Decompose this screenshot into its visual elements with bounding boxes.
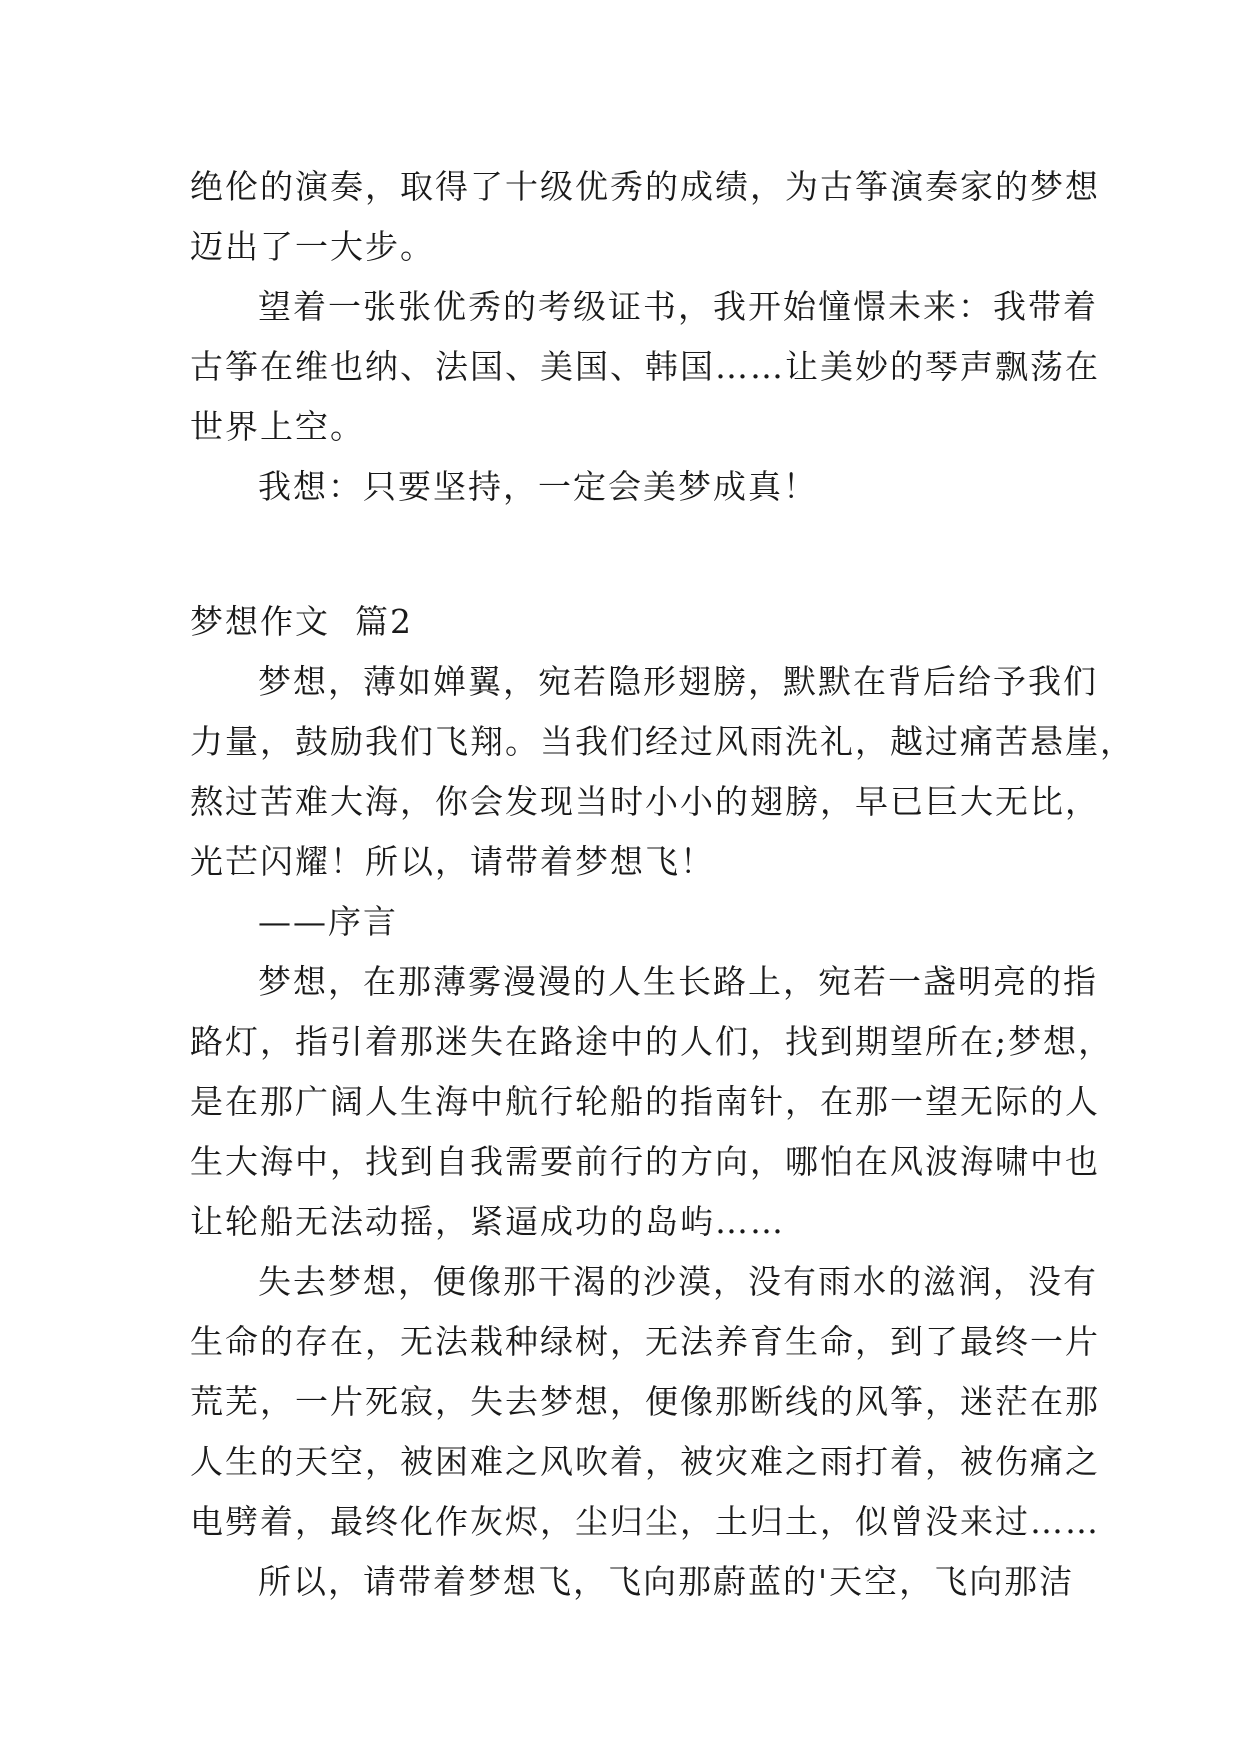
paragraph-continuation — [190, 157, 1100, 277]
paragraph-fly — [190, 1552, 1075, 1612]
text-line: 人生的天空，被困难之风吹着，被灾难之雨打着，被伤痛之 — [190, 1442, 1100, 1481]
text-line: 古筝在维也纳、法国、美国、韩国……让美妙的琴声飘荡在 — [190, 347, 1100, 386]
text-line: 力量，鼓励我们飞翔。当我们经过风雨洗礼，越过痛苦悬崖， — [190, 722, 1135, 761]
text-line: 世界上空。 — [190, 407, 365, 446]
paragraph-lamp — [190, 952, 1114, 1252]
text-line: 路灯，指引着那迷失在路途中的人们，找到期望所在;梦想， — [190, 1022, 1114, 1061]
section-gap — [190, 517, 1060, 592]
text-line: 是在那广阔人生海中航行轮船的指南针，在那一望无际的人 — [190, 1082, 1100, 1121]
text-line: 熬过苦难大海，你会发现当时小小的翅膀，早已巨大无比， — [190, 782, 1100, 821]
paragraph-loss — [190, 1252, 1100, 1552]
text-line: 梦想，在那薄雾漫漫的人生长路上，宛若一盏明亮的指 — [258, 962, 1098, 1001]
text-line: 望着一张张优秀的考级证书，我开始憧憬未来：我带着 — [258, 287, 1098, 326]
preface-label: ——序言 — [258, 902, 398, 941]
text-line: 生命的存在，无法栽种绿树，无法养育生命，到了最终一片 — [190, 1322, 1100, 1361]
text-line: 迈出了一大步。 — [190, 227, 435, 266]
text-line: 光芒闪耀！所以，请带着梦想飞！ — [190, 842, 715, 881]
paragraph-persist — [190, 457, 1060, 517]
text-line: 让轮船无法动摇，紧逼成功的岛屿…… — [190, 1202, 785, 1241]
text-line: 绝伦的演奏，取得了十级优秀的成绩，为古筝演奏家的梦想 — [190, 167, 1100, 206]
paragraph-certificates — [190, 277, 1100, 457]
paragraph-preface — [190, 652, 1135, 892]
text-line: 失去梦想，便像那干渴的沙漠，没有雨水的滋润，没有 — [258, 1262, 1098, 1301]
text-line: 荒芜，一片死寂，失去梦想，便像那断线的风筝，迷茫在那 — [190, 1382, 1100, 1421]
text-line: 生大海中，找到自我需要前行的方向，哪怕在风波海啸中也 — [190, 1142, 1100, 1181]
text-line: 所以，请带着梦想飞，飞向那蔚蓝的'天空，飞向那洁 — [258, 1562, 1075, 1601]
text-line: 电劈着，最终化作灰烬，尘归尘，土归土，似曾没来过…… — [190, 1502, 1100, 1541]
section-title: 梦想作文 篇2 — [190, 602, 413, 641]
text-line: 我想：只要坚持，一定会美梦成真！ — [258, 467, 818, 506]
document-page — [190, 157, 1135, 1612]
text-line: 梦想，薄如婵翼，宛若隐形翅膀，默默在背后给予我们 — [258, 662, 1098, 701]
